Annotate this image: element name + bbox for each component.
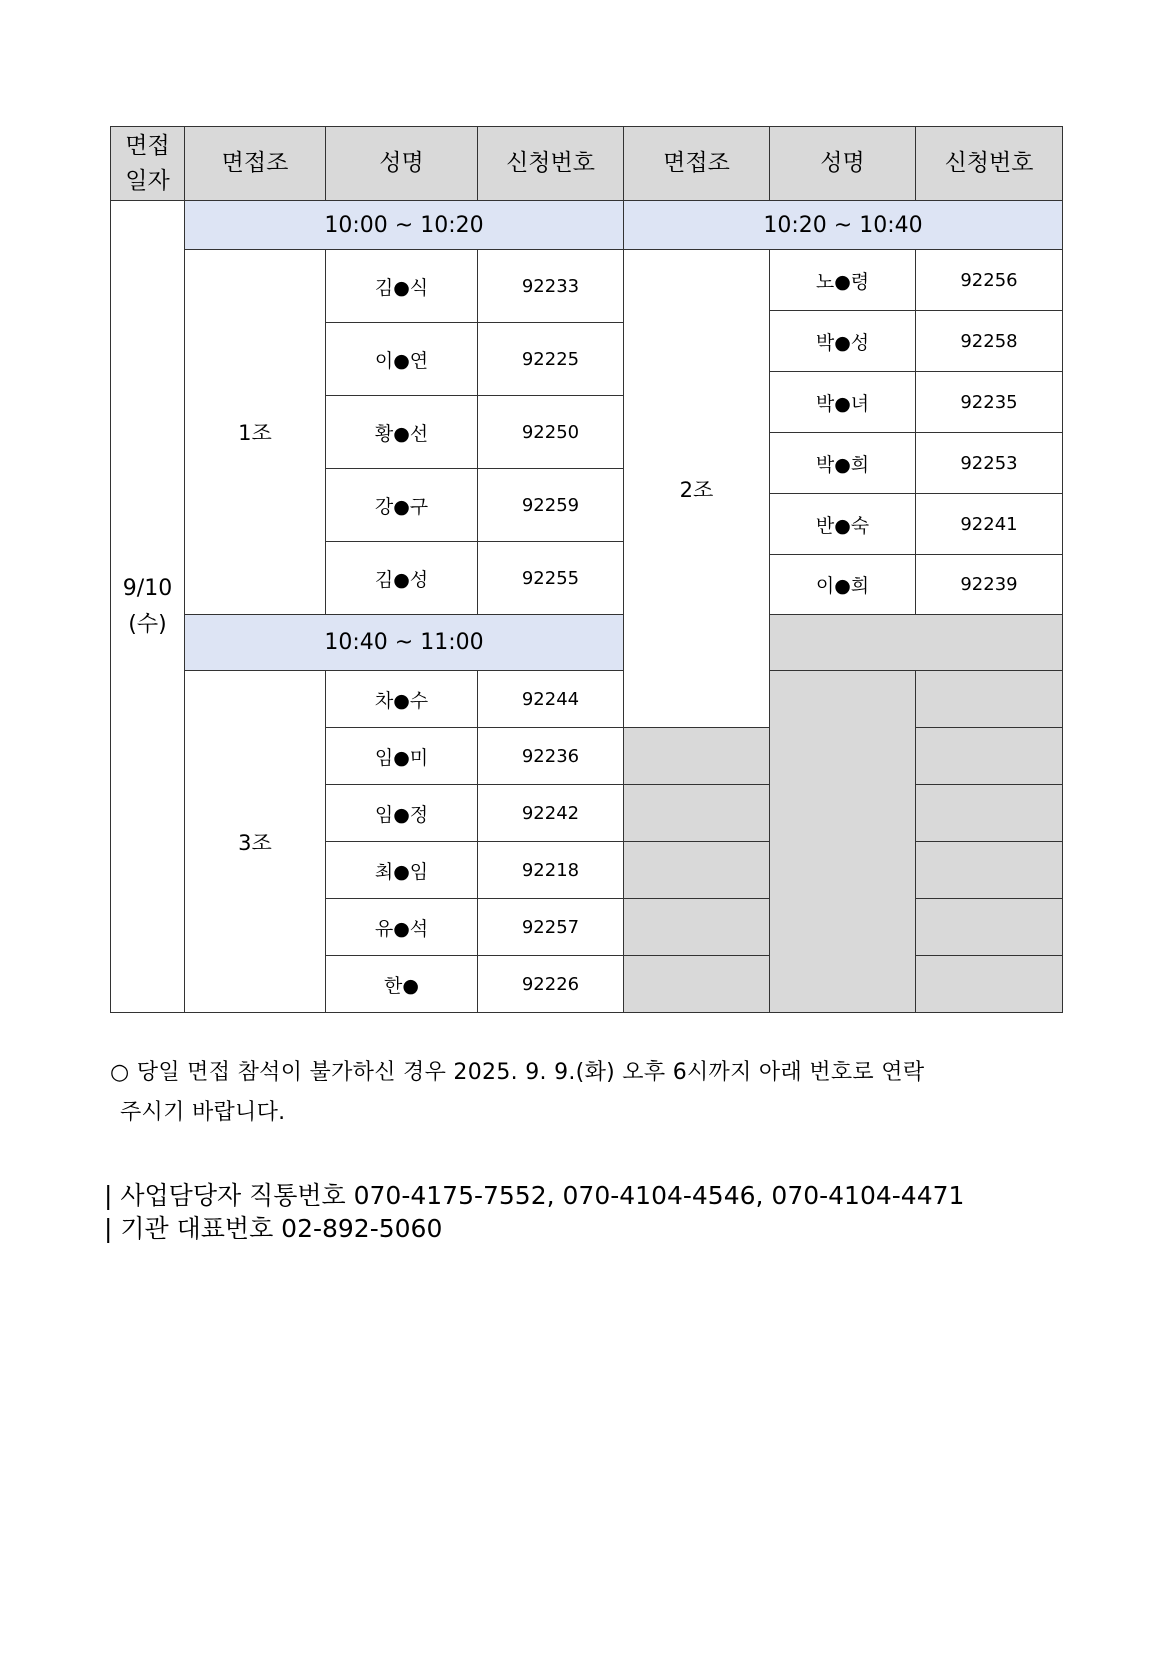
- group-1-member-no: 92259: [478, 469, 624, 542]
- empty-group-cell: [770, 671, 916, 1013]
- time-slot-2: 10:20 ~ 10:40: [624, 201, 1063, 250]
- group-2-member-no: 92258: [916, 311, 1063, 372]
- header-app-no-right: 신청번호: [916, 127, 1063, 201]
- group-2-member-no: 92241: [916, 494, 1063, 555]
- interview-date: 9/10 (수): [111, 201, 185, 1013]
- empty-cell: [624, 956, 770, 1013]
- group-3-member-no: 92236: [478, 728, 624, 785]
- group-1-member-name: 김●성: [326, 542, 478, 615]
- empty-cell: [624, 785, 770, 842]
- group-3-member-name: 임●정: [326, 785, 478, 842]
- empty-cell: [624, 842, 770, 899]
- group-2-label: 2조: [624, 250, 770, 728]
- group-2-member-name: 노●령: [770, 250, 916, 311]
- group-1-member-no: 92250: [478, 396, 624, 469]
- group-3-label: 3조: [185, 671, 326, 1013]
- group-3-member-no: 92257: [478, 899, 624, 956]
- notice-line-2: 주시기 바랍니다.: [120, 1100, 286, 1125]
- header-name-left: 성명: [326, 127, 478, 201]
- group-2-member-name: 박●희: [770, 433, 916, 494]
- group-2-member-name: 이●희: [770, 555, 916, 615]
- empty-time-slot: [770, 615, 1063, 671]
- time-slot-3: 10:40 ~ 11:00: [185, 615, 624, 671]
- empty-cell: [624, 899, 770, 956]
- group-2-member-no: 92235: [916, 372, 1063, 433]
- empty-cell: [916, 842, 1063, 899]
- group-2-member-name: 박●성: [770, 311, 916, 372]
- group-1-member-name: 김●식: [326, 250, 478, 323]
- group-2-member-name: 반●숙: [770, 494, 916, 555]
- header-app-no-left: 신청번호: [478, 127, 624, 201]
- header-name-right: 성명: [770, 127, 916, 201]
- group-1-member-name: 이●연: [326, 323, 478, 396]
- group-1-member-no: 92255: [478, 542, 624, 615]
- notice-line-1: ○ 당일 면접 참석이 불가하신 경우 2025. 9. 9.(화) 오후 6시까지 아래 번호로 연락: [110, 1060, 925, 1085]
- group-3-member-no: 92226: [478, 956, 624, 1013]
- absence-notice: [110, 1053, 1030, 1133]
- time-slot-1: 10:00 ~ 10:20: [185, 201, 624, 250]
- empty-cell: [916, 899, 1063, 956]
- group-1-member-name: 황●선: [326, 396, 478, 469]
- header-group-right: 면접조: [624, 127, 770, 201]
- group-2-member-no: 92253: [916, 433, 1063, 494]
- group-3-member-no: 92218: [478, 842, 624, 899]
- group-1-label: 1조: [185, 250, 326, 615]
- group-1-member-no: 92233: [478, 250, 624, 323]
- group-2-member-no: 92239: [916, 555, 1063, 615]
- group-2-member-name: 박●녀: [770, 372, 916, 433]
- interview-schedule-table: [110, 126, 1063, 1013]
- group-3-member-name: 최●임: [326, 842, 478, 899]
- header-row: [111, 127, 1063, 201]
- group-1-member-no: 92225: [478, 323, 624, 396]
- group-3-member-name: 차●수: [326, 671, 478, 728]
- group-3-member-no: 92242: [478, 785, 624, 842]
- group-1-member-name: 강●구: [326, 469, 478, 542]
- empty-cell: [916, 671, 1063, 728]
- group-3-member-name: 유●석: [326, 899, 478, 956]
- contact-line-main: | 기관 대표번호 02-892-5060: [104, 1214, 443, 1243]
- contact-line-staff: | 사업담당자 직통번호 070-4175-7552, 070-4104-4546, 070-4104-4471: [104, 1181, 965, 1210]
- group-3-member-name: 임●미: [326, 728, 478, 785]
- header-group-left: 면접조: [185, 127, 326, 201]
- empty-cell: [624, 728, 770, 785]
- empty-cell: [916, 728, 1063, 785]
- empty-cell: [916, 956, 1063, 1013]
- contact-info: [104, 1179, 1104, 1245]
- empty-cell: [916, 785, 1063, 842]
- group-3-member-name: 한●: [326, 956, 478, 1013]
- header-date: 면접 일자: [111, 127, 185, 201]
- group-2-member-no: 92256: [916, 250, 1063, 311]
- group-3-member-no: 92244: [478, 671, 624, 728]
